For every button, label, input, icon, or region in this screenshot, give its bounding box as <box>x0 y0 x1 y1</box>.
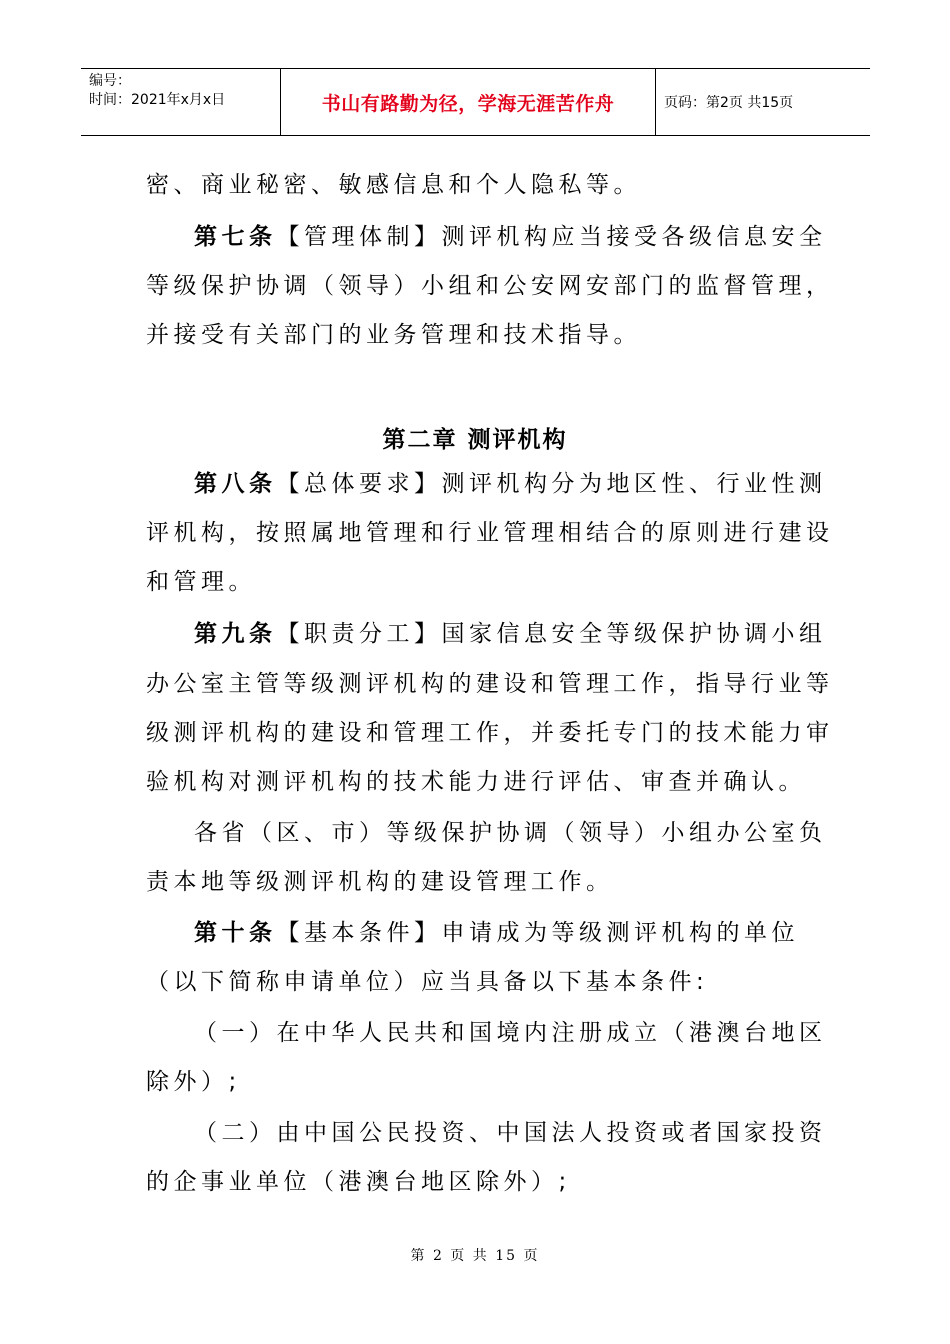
article-9-heading: 第九条 <box>194 621 277 647</box>
text-line: 密、商业秘密、敏感信息和个人隐私等。 <box>146 172 641 198</box>
text-line: 级测评机构的建设和管理工作，并委托专门的技术能力审 <box>146 720 834 746</box>
text-line: 和管理。 <box>146 569 256 595</box>
text-line: 各省（区、市）等级保护协调（领导）小组办公室负 <box>194 820 827 846</box>
text-line: 验机构对测评机构的技术能力进行评估、审查并确认。 <box>146 769 806 795</box>
text-line: 办公室主管等级测评机构的建设和管理工作，指导行业等 <box>146 671 834 697</box>
text-line: （以下简称申请单位）应当具备以下基本条件: <box>146 969 709 995</box>
article-10-line-1: 第十条【基本条件】申请成为等级测评机构的单位 <box>194 920 799 946</box>
article-8-line-1: 第八条【总体要求】测评机构分为地区性、行业性测 <box>194 471 827 497</box>
header-meta <box>81 69 281 135</box>
header-number: 编号： <box>89 73 131 89</box>
text-line: 等级保护协调（领导）小组和公安网安部门的监督管理， <box>146 273 834 299</box>
text-line: 的企事业单位（港澳台地区除外）; <box>146 1169 571 1195</box>
header-page-info: 页码：第2页 共15页 <box>664 95 794 111</box>
article-7-heading: 第七条 <box>194 224 277 250</box>
header-motto: 书山有路勤为径，学海无涯苦作舟 <box>281 69 656 135</box>
header-time: 时间：2021年x月x日 <box>89 92 226 108</box>
page-header <box>81 68 870 136</box>
text-line: 责本地等级测评机构的建设管理工作。 <box>146 869 614 895</box>
text-line: 并接受有关部门的业务管理和技术指导。 <box>146 322 641 348</box>
text-line: 除外）; <box>146 1069 241 1095</box>
text-line: （二）由中国公民投资、中国法人投资或者国家投资 <box>194 1120 827 1146</box>
article-9-line-1: 第九条【职责分工】国家信息安全等级保护协调小组 <box>194 621 827 647</box>
text-line: （一）在中华人民共和国境内注册成立（港澳台地区 <box>194 1020 827 1046</box>
article-8-heading: 第八条 <box>194 471 277 497</box>
page-footer: 第 2 页 共 15 页 <box>410 1248 540 1264</box>
article-10-heading: 第十条 <box>194 920 277 946</box>
text-line: 评机构，按照属地管理和行业管理相结合的原则进行建设 <box>146 520 834 546</box>
chapter-title: 第二章 测评机构 <box>382 427 568 453</box>
article-7-line-1: 第七条【管理体制】测评机构应当接受各级信息安全 <box>194 224 827 250</box>
